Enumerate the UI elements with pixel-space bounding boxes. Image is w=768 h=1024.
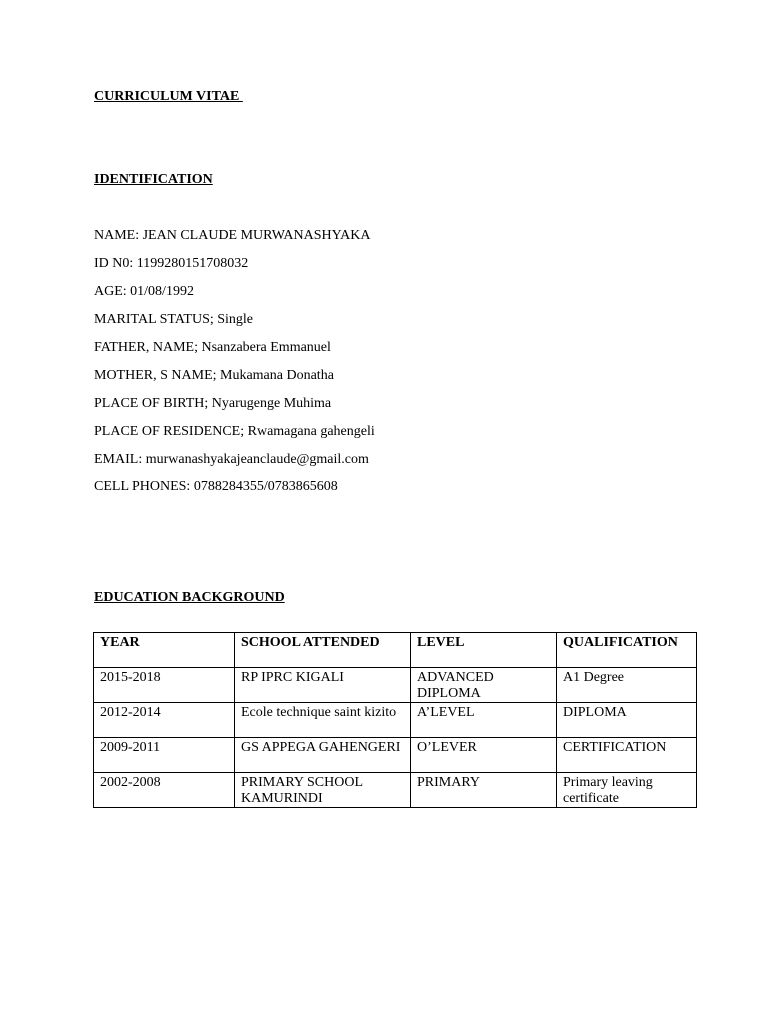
id-number-line: ID N0: 1199280151708032 xyxy=(94,256,249,271)
header-year: YEAR xyxy=(94,633,235,668)
cell-qualification: A1 Degree xyxy=(557,668,697,703)
document-title: CURRICULUM VITAE xyxy=(94,89,243,104)
marital-status-line: MARITAL STATUS; Single xyxy=(94,312,254,327)
table-row xyxy=(94,738,697,773)
cell-level: O’LEVER xyxy=(411,738,557,773)
age-line: AGE: 01/08/1992 xyxy=(94,284,194,299)
email-line: EMAIL: murwanashyakajeanclaude@gmail.com xyxy=(94,452,369,467)
education-table xyxy=(93,632,697,808)
cell-school: Ecole technique saint kizito xyxy=(235,703,411,738)
table-header-row xyxy=(94,633,697,668)
cell-year: 2002-2008 xyxy=(94,773,235,808)
cell-level: A’LEVEL xyxy=(411,703,557,738)
place-of-residence-line: PLACE OF RESIDENCE; Rwamagana gahengeli xyxy=(94,424,375,439)
cell-qualification: Primary leaving certificate xyxy=(557,773,697,808)
header-school-attended: SCHOOL ATTENDED xyxy=(235,633,411,668)
cell-school: RP IPRC KIGALI xyxy=(235,668,411,703)
education-heading: EDUCATION BACKGROUND xyxy=(94,590,285,605)
name-line: NAME: JEAN CLAUDE MURWANASHYAKA xyxy=(94,228,371,243)
cell-year: 2015-2018 xyxy=(94,668,235,703)
father-name-line: FATHER, NAME; Nsanzabera Emmanuel xyxy=(94,340,331,355)
cell-level: PRIMARY xyxy=(411,773,557,808)
table-row xyxy=(94,773,697,808)
cell-phones-line: CELL PHONES: 0788284355/0783865608 xyxy=(94,479,338,494)
table-row xyxy=(94,703,697,738)
cell-qualification: CERTIFICATION xyxy=(557,738,697,773)
cell-year: 2009-2011 xyxy=(94,738,235,773)
cell-level: ADVANCED DIPLOMA xyxy=(411,668,557,703)
cell-school: PRIMARY SCHOOL KAMURINDI xyxy=(235,773,411,808)
cell-school: GS APPEGA GAHENGERI xyxy=(235,738,411,773)
place-of-birth-line: PLACE OF BIRTH; Nyarugenge Muhima xyxy=(94,396,332,411)
table-row xyxy=(94,668,697,703)
header-qualification: QUALIFICATION xyxy=(557,633,697,668)
cell-qualification: DIPLOMA xyxy=(557,703,697,738)
cell-year: 2012-2014 xyxy=(94,703,235,738)
identification-heading: IDENTIFICATION xyxy=(94,172,213,187)
mother-name-line: MOTHER, S NAME; Mukamana Donatha xyxy=(94,368,334,383)
header-level: LEVEL xyxy=(411,633,557,668)
